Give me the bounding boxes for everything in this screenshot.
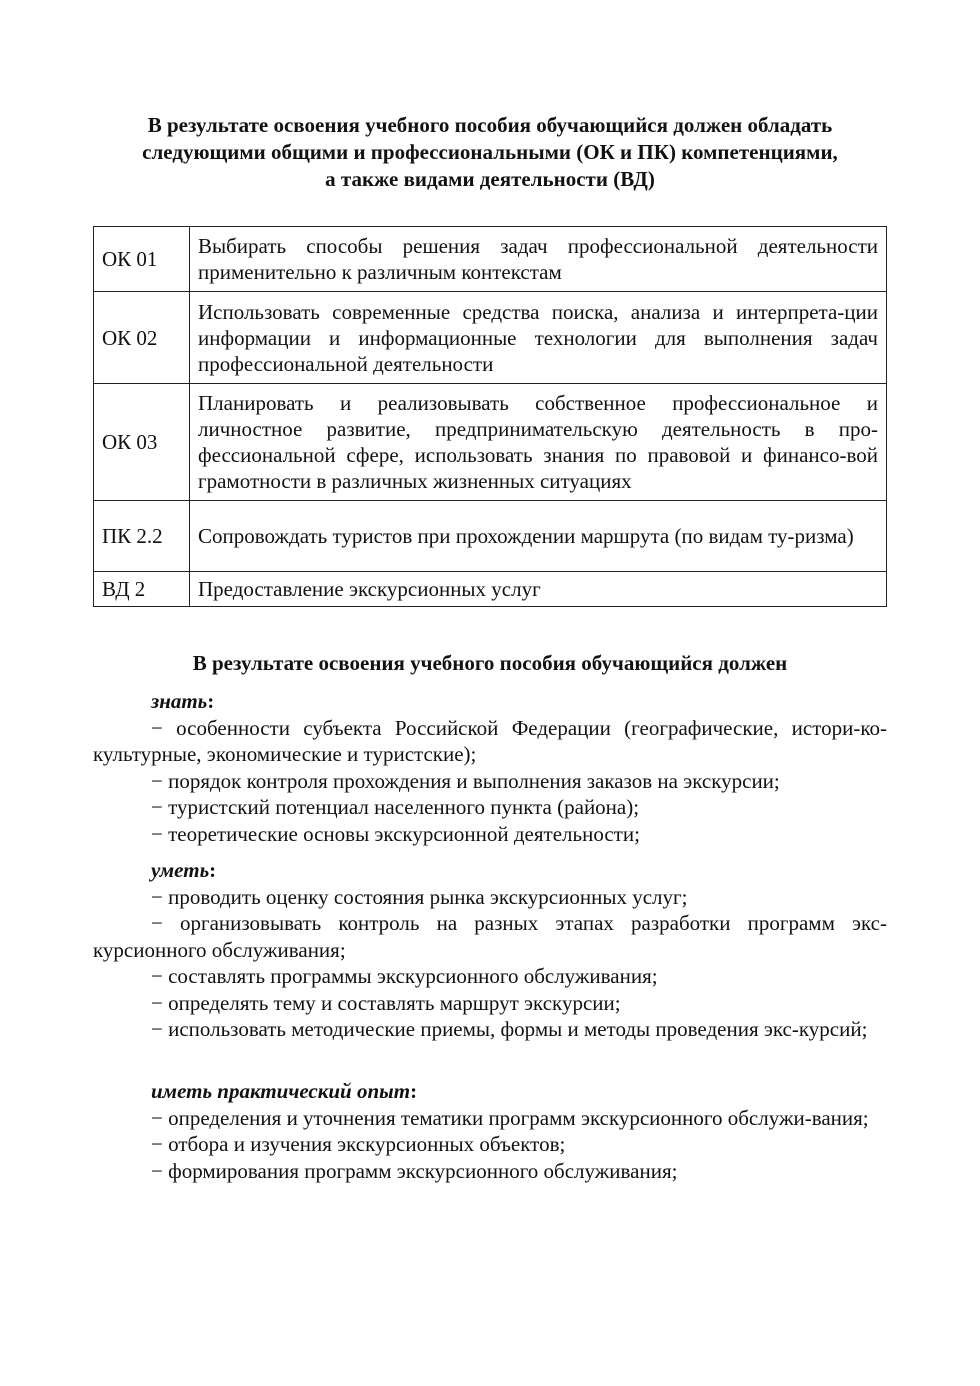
list-item: − теоретические основы экскурсионной деятельности; xyxy=(151,821,640,846)
competency-description: Выбирать способы решения задач профессиональной деятельности применительно к различным контекстам xyxy=(190,227,887,292)
heading-line: В результате освоения учебного пособия обучающийся должен обладать xyxy=(147,113,833,137)
competency-description: Использовать современные средства поиска, анализа и интерпрета-ции информации и информационные технологии для выполнения задач профессиональной деятельности xyxy=(190,292,887,384)
list-item: − особенности субъекта Российской Федерации (географические, истори-ко-культурные, экономические и туристские); xyxy=(93,715,887,766)
list-item: − организовывать контроль на разных этапах разработки программ экс-курсионного обслуживания; xyxy=(93,911,887,962)
heading-line: следующими общими и профессиональными (ОК и ПК) компетенциями, xyxy=(142,140,838,164)
list-item: − проводить оценку состояния рынка экскурсионных услуг; xyxy=(151,884,688,909)
section-label xyxy=(93,857,887,884)
experience-label: иметь практический опыт xyxy=(151,1079,411,1103)
competencies-heading xyxy=(94,112,886,193)
know-label: знать xyxy=(151,689,208,713)
table-row xyxy=(94,501,887,572)
section-label xyxy=(93,1078,887,1105)
competency-description: Сопровождать туристов при прохождении маршрута (по видам ту-ризма) xyxy=(190,501,887,572)
table-row xyxy=(94,572,887,607)
list-item: − порядок контроля прохождения и выполнения заказов на экскурсии; xyxy=(151,768,780,793)
competency-code: ОК 03 xyxy=(94,384,190,501)
competency-code: ПК 2.2 xyxy=(94,501,190,572)
experience-section xyxy=(93,1078,887,1184)
outcomes-heading: В результате освоения учебного пособия обучающийся должен xyxy=(192,651,788,675)
competency-code: ОК 01 xyxy=(94,227,190,292)
section-label xyxy=(93,688,887,715)
skill-section xyxy=(93,857,887,1043)
list-item: − отбора и изучения экскурсионных объектов; xyxy=(151,1132,566,1156)
label-colon: : xyxy=(207,689,215,713)
list-item: − использовать методические приемы, формы и методы проведения экс-курсий; xyxy=(151,1017,868,1041)
list-item: − определения и уточнения тематики программ экскурсионного обслужи-вания; xyxy=(151,1105,869,1130)
heading-line: а также видами деятельности (ВД) xyxy=(325,167,655,191)
table-row xyxy=(94,384,887,501)
competency-description: Предоставление экскурсионных услуг xyxy=(190,572,887,607)
list-item: − составлять программы экскурсионного обслуживания; xyxy=(151,964,658,988)
competencies-table xyxy=(93,226,887,607)
list-item: − формирования программ экскурсионного обслуживания; xyxy=(151,1158,678,1183)
label-colon: : xyxy=(410,1079,418,1103)
table-row xyxy=(94,292,887,384)
competency-description: Планировать и реализовывать собственное профессиональное и личностное развитие, предпринимательскую деятельность в про-фессиональной сфере, использовать знания по правовой и финансо-вой грамотности в различных жизненных ситуациях xyxy=(190,384,887,501)
table-row xyxy=(94,227,887,292)
skill-label: уметь xyxy=(151,858,210,882)
know-section xyxy=(93,688,887,847)
list-item: − туристский потенциал населенного пункта (района); xyxy=(151,795,640,819)
competency-code: ОК 02 xyxy=(94,292,190,384)
label-colon: : xyxy=(209,858,217,882)
list-item: − определять тему и составлять маршрут экскурсии; xyxy=(151,990,621,1015)
competency-code: ВД 2 xyxy=(94,572,190,607)
